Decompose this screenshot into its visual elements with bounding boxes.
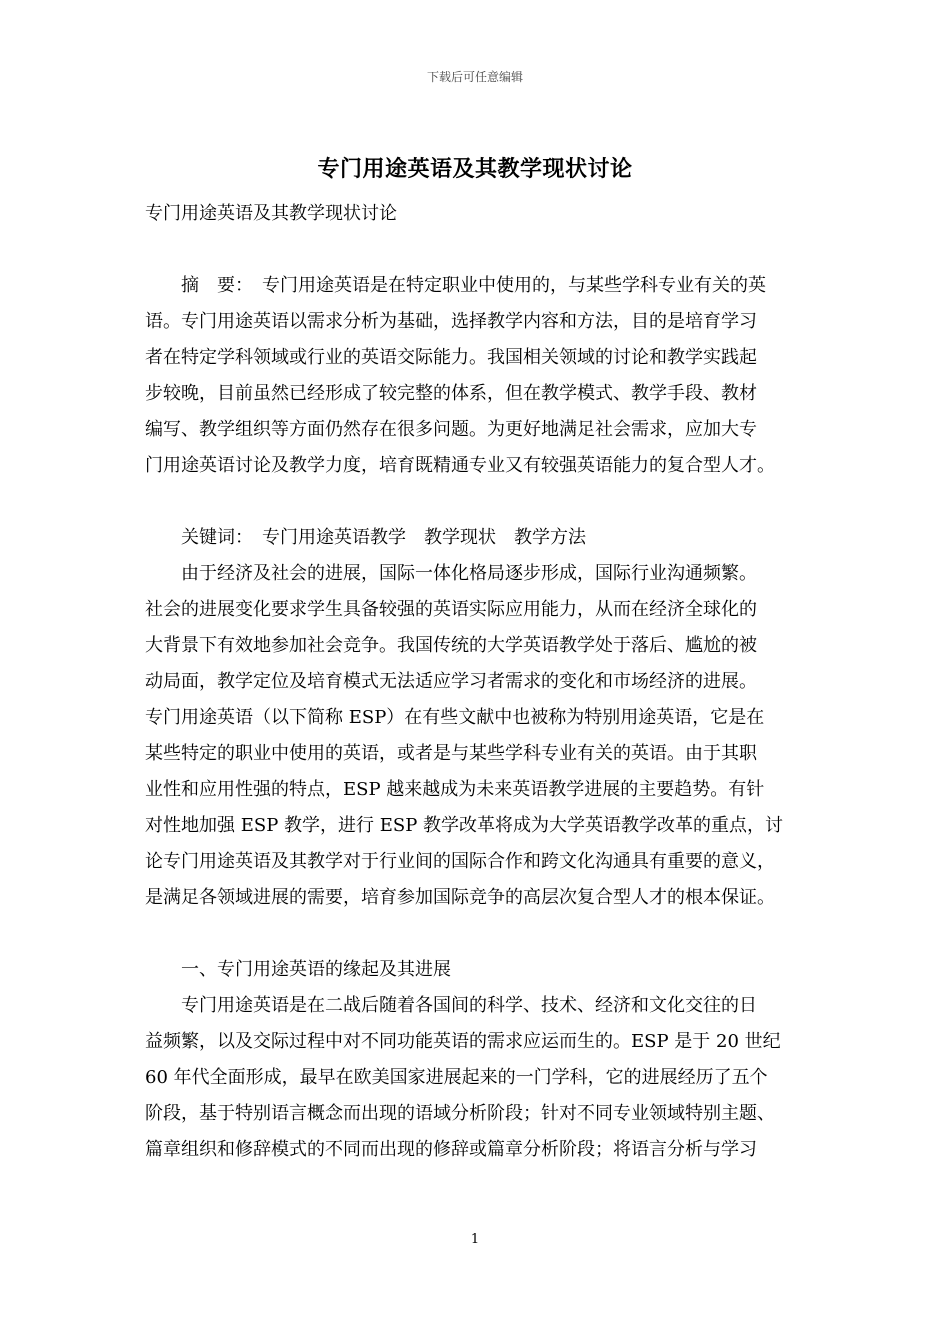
abstract-line: 门用途英语讨论及教学力度，培育既精通专业又有较强英语能力的复合型人才。 (145, 455, 775, 476)
section-heading: 一、专门用途英语的缘起及其进展 (145, 959, 451, 980)
section1-paragraph (145, 988, 807, 1168)
abstract-line: 编写、教学组织等方面仍然存在很多问题。为更好地满足社会需求，应加大专 (145, 419, 757, 440)
intro-line: 论专门用途英语及其教学对于行业间的国际合作和跨文化沟通具有重要的意义， (145, 851, 775, 872)
intro-line: 由于经济及社会的进展，国际一体化格局逐步形成，国际行业沟通频繁。 (145, 563, 757, 584)
section1-line: 专门用途英语是在二战后随着各国间的科学、技术、经济和文化交往的日 (145, 995, 757, 1016)
keywords: 关键词： 专门用途英语教学 教学现状 教学方法 (145, 527, 586, 548)
section1-line: 60 年代全面形成，最早在欧美国家进展起来的一门学科，它的进展经历了五个 (145, 1067, 768, 1088)
document-body (145, 196, 807, 1168)
abstract-line: 步较晚，目前虽然已经形成了较完整的体系，但在教学模式、教学手段、教材 (145, 383, 757, 404)
page-number: 1 (470, 1232, 480, 1247)
intro-line: 专门用途英语（以下简称 ESP）在有些文献中也被称为特别用途英语，它是在 (145, 707, 765, 728)
section1-line: 阶段，基于特别语言概念而出现的语域分析阶段；针对不同专业领域特别主题、 (145, 1103, 775, 1124)
intro-line: 动局面，教学定位及培育模式无法适应学习者需求的变化和市场经济的进展。 (145, 671, 757, 692)
intro-line: 是满足各领域进展的需要，培育参加国际竞争的高层次复合型人才的根本保证。 (145, 887, 775, 908)
spacer (145, 232, 807, 268)
abstract-line: 语。专门用途英语以需求分析为基础，选择教学内容和方法，目的是培育学习 (145, 311, 757, 332)
abstract (145, 268, 807, 484)
spacer (145, 484, 807, 520)
section1-line: 篇章组织和修辞模式的不同而出现的修辞或篇章分析阶段；将语言分析与学习 (145, 1139, 757, 1160)
intro-line: 业性和应用性强的特点，ESP 越来越成为未来英语教学进展的主要趋势。有针 (145, 779, 765, 800)
section1-line: 益频繁，以及交际过程中对不同功能英语的需求应运而生的。ESP 是于 20 世纪 (145, 1031, 781, 1052)
abstract-line: 者在特定学科领域或行业的英语交际能力。我国相关领域的讨论和教学实践起 (145, 347, 757, 368)
header-note: 下载后可任意编辑 (426, 70, 523, 84)
intro-line: 某些特定的职业中使用的英语，或者是与某些学科专业有关的英语。由于其职 (145, 743, 757, 764)
document-title: 专门用途英语及其教学现状讨论 (317, 156, 633, 182)
spacer (145, 916, 807, 952)
intro-line: 社会的进展变化要求学生具备较强的英语实际应用能力，从而在经济全球化的 (145, 599, 757, 620)
intro-paragraph (145, 556, 807, 916)
intro-line: 大背景下有效地参加社会竞争。我国传统的大学英语教学处于落后、尴尬的被 (145, 635, 757, 656)
abstract-line: 摘 要： 专门用途英语是在特定职业中使用的，与某些学科专业有关的英 (145, 275, 766, 296)
subtitle: 专门用途英语及其教学现状讨论 (145, 203, 397, 224)
intro-line: 对性地加强 ESP 教学，进行 ESP 教学改革将成为大学英语教学改革的重点，讨 (145, 815, 784, 836)
